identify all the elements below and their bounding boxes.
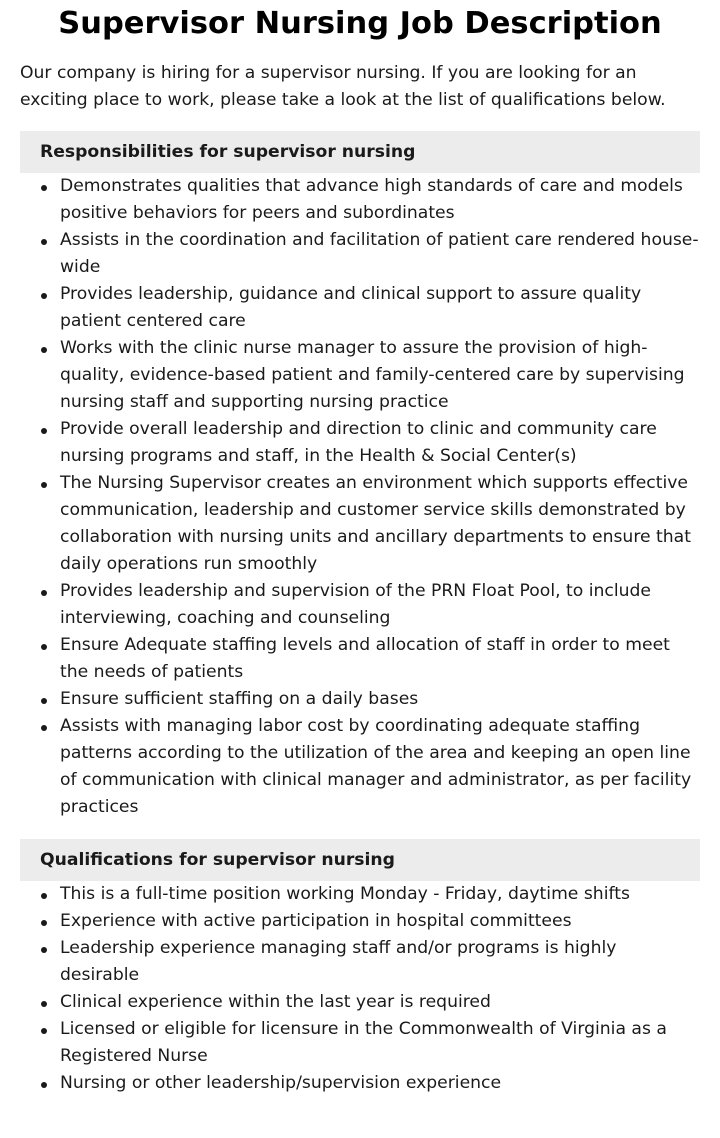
- bullet-icon: [41, 293, 47, 299]
- list-item-text: Provide overall leadership and direction to clinic and community care nursing programs and staff, in the Health & Social Center(s): [60, 419, 657, 466]
- bullet-icon: [41, 893, 47, 899]
- list-item: [60, 227, 700, 281]
- list-item: [60, 281, 700, 335]
- bullet-icon: [41, 947, 47, 953]
- list-item: [60, 686, 700, 713]
- list-item-text: Nursing or other leadership/supervision experience: [60, 1073, 502, 1093]
- bullet-icon: [41, 347, 47, 353]
- bullet-icon: [41, 428, 47, 434]
- list-item: [60, 1016, 700, 1070]
- bullet-icon: [41, 482, 47, 488]
- bullet-icon: [41, 1001, 47, 1007]
- intro-paragraph: Our company is hiring for a supervisor nursing. If you are looking for an exciting place to work, please take a look at the list of qualifications below.: [20, 63, 666, 110]
- bullet-icon: [41, 185, 47, 191]
- list-item: [60, 173, 700, 227]
- list-item-text: Leadership experience managing staff and/or programs is highly desirable: [60, 938, 617, 985]
- qualifications-heading: Qualifications for supervisor nursing: [20, 839, 700, 881]
- list-item-text: The Nursing Supervisor creates an environment which supports effective communication, leadership and customer service skills demonstrated by collaboration with nursing units and ancillary departments to ensure that daily operations run smoothly: [60, 473, 691, 574]
- list-item: [60, 713, 700, 821]
- list-item-text: Licensed or eligible for licensure in the Commonwealth of Virginia as a Registered Nurse: [60, 1019, 667, 1066]
- bullet-icon: [41, 1028, 47, 1034]
- bullet-icon: [41, 920, 47, 926]
- list-item-text: Provides leadership and supervision of the PRN Float Pool, to include interviewing, coaching and counseling: [60, 581, 652, 628]
- list-item-text: Assists in the coordination and facilitation of patient care rendered house-wide: [60, 230, 699, 277]
- bullet-icon: [41, 644, 47, 650]
- list-item-text: Clinical experience within the last year is required: [60, 992, 491, 1012]
- qualifications-list: [20, 881, 700, 1097]
- list-item: [60, 578, 700, 632]
- bullet-icon: [41, 590, 47, 596]
- responsibilities-list: [20, 173, 700, 821]
- list-item: [60, 881, 700, 908]
- bullet-icon: [41, 239, 47, 245]
- list-item-text: Ensure sufficient staffing on a daily bases: [60, 689, 419, 709]
- bullet-icon: [41, 1082, 47, 1088]
- list-item: [60, 908, 700, 935]
- responsibilities-heading: Responsibilities for supervisor nursing: [20, 131, 700, 173]
- list-item: [60, 935, 700, 989]
- list-item: [60, 416, 700, 470]
- bullet-icon: [41, 698, 47, 704]
- list-item-text: Assists with managing labor cost by coordinating adequate staffing patterns according to the utilization of the area and keeping an open line of communication with clinical manager and administrator, as per facility practices: [60, 716, 692, 817]
- list-item-text: This is a full-time position working Monday - Friday, daytime shifts: [60, 884, 630, 904]
- list-item: [60, 470, 700, 578]
- list-item: [60, 989, 700, 1016]
- list-item: [60, 1070, 700, 1097]
- list-item: [60, 335, 700, 416]
- list-item-text: Demonstrates qualities that advance high standards of care and models positive behaviors for peers and subordinates: [60, 176, 683, 223]
- list-item-text: Works with the clinic nurse manager to assure the provision of high-quality, evidence-based patient and family-centered care by supervising nursing staff and supporting nursing practice: [60, 338, 685, 412]
- list-item-text: Experience with active participation in hospital committees: [60, 911, 572, 931]
- list-item-text: Provides leadership, guidance and clinical support to assure quality patient centered care: [60, 284, 642, 331]
- bullet-icon: [41, 725, 47, 731]
- list-item-text: Ensure Adequate staffing levels and allocation of staff in order to meet the needs of patients: [60, 635, 670, 682]
- page-title: Supervisor Nursing Job Description: [58, 6, 662, 41]
- list-item: [60, 632, 700, 686]
